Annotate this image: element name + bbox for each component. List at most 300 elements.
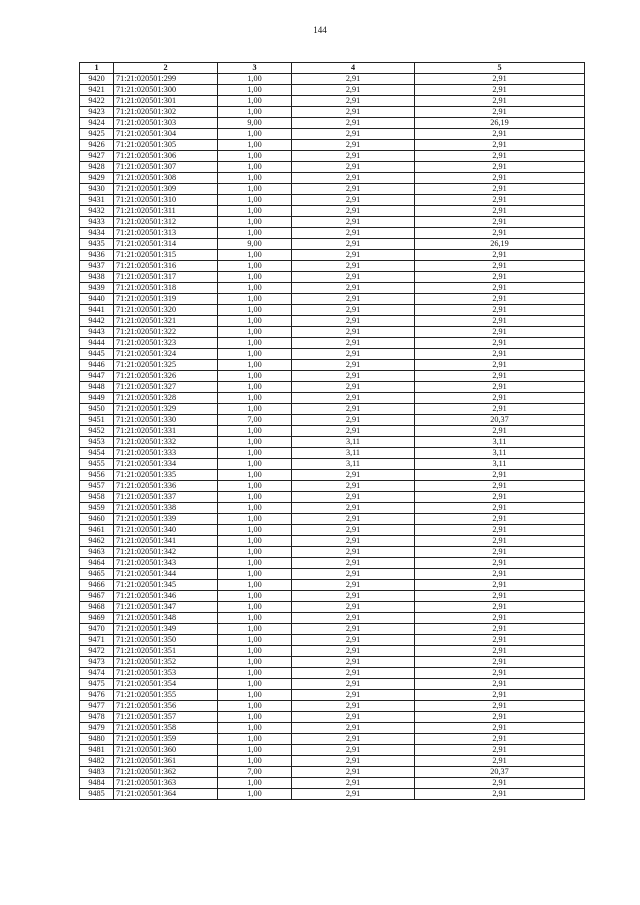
amount-cell: 2,91	[415, 635, 585, 646]
cadastral-number-cell: 71:21:020501:300	[114, 85, 218, 96]
area-cell: 1,00	[218, 85, 292, 96]
area-cell: 1,00	[218, 712, 292, 723]
table-row	[80, 789, 585, 800]
amount-cell: 2,91	[415, 107, 585, 118]
cadastral-number-cell: 71:21:020501:309	[114, 184, 218, 195]
row-number-cell: 9478	[80, 712, 114, 723]
rate-cell: 2,91	[292, 261, 415, 272]
rate-cell: 2,91	[292, 679, 415, 690]
row-number-cell: 9438	[80, 272, 114, 283]
row-number-cell: 9432	[80, 206, 114, 217]
row-number-cell: 9457	[80, 481, 114, 492]
amount-cell: 2,91	[415, 349, 585, 360]
area-cell: 1,00	[218, 349, 292, 360]
cadastral-number-cell: 71:21:020501:350	[114, 635, 218, 646]
cadastral-number-cell: 71:21:020501:344	[114, 569, 218, 580]
rate-cell: 2,91	[292, 415, 415, 426]
cadastral-number-cell: 71:21:020501:317	[114, 272, 218, 283]
table-row	[80, 294, 585, 305]
area-cell: 1,00	[218, 393, 292, 404]
page-number: 144	[313, 25, 327, 35]
area-cell: 1,00	[218, 723, 292, 734]
row-number-cell: 9460	[80, 514, 114, 525]
cadastral-number-cell: 71:21:020501:328	[114, 393, 218, 404]
rate-cell: 2,91	[292, 503, 415, 514]
rate-cell: 2,91	[292, 327, 415, 338]
cadastral-number-cell: 71:21:020501:340	[114, 525, 218, 536]
table-row	[80, 129, 585, 140]
table-row	[80, 679, 585, 690]
table-row	[80, 96, 585, 107]
cadastral-number-cell: 71:21:020501:323	[114, 338, 218, 349]
row-number-cell: 9425	[80, 129, 114, 140]
row-number-cell: 9444	[80, 338, 114, 349]
cadastral-number-cell: 71:21:020501:337	[114, 492, 218, 503]
table-body	[80, 74, 585, 800]
row-number-cell: 9473	[80, 657, 114, 668]
cadastral-number-cell: 71:21:020501:361	[114, 756, 218, 767]
table-row	[80, 184, 585, 195]
table-row	[80, 448, 585, 459]
amount-cell: 2,91	[415, 503, 585, 514]
row-number-cell: 9474	[80, 668, 114, 679]
cadastral-table	[79, 62, 585, 800]
rate-cell: 2,91	[292, 723, 415, 734]
amount-cell: 2,91	[415, 591, 585, 602]
rate-cell: 2,91	[292, 580, 415, 591]
table-row	[80, 404, 585, 415]
amount-cell: 2,91	[415, 668, 585, 679]
table-row	[80, 283, 585, 294]
row-number-cell: 9440	[80, 294, 114, 305]
amount-cell: 2,91	[415, 778, 585, 789]
row-number-cell: 9475	[80, 679, 114, 690]
row-number-cell: 9477	[80, 701, 114, 712]
area-cell: 1,00	[218, 734, 292, 745]
area-cell: 1,00	[218, 558, 292, 569]
table-row	[80, 140, 585, 151]
row-number-cell: 9466	[80, 580, 114, 591]
rate-cell: 2,91	[292, 657, 415, 668]
table-row	[80, 745, 585, 756]
cadastral-number-cell: 71:21:020501:357	[114, 712, 218, 723]
area-cell: 1,00	[218, 360, 292, 371]
area-cell: 1,00	[218, 162, 292, 173]
area-cell: 1,00	[218, 459, 292, 470]
rate-cell: 2,91	[292, 272, 415, 283]
row-number-cell: 9476	[80, 690, 114, 701]
row-number-cell: 9427	[80, 151, 114, 162]
rate-cell: 2,91	[292, 635, 415, 646]
table-row	[80, 778, 585, 789]
cadastral-number-cell: 71:21:020501:353	[114, 668, 218, 679]
amount-cell: 2,91	[415, 195, 585, 206]
area-cell: 1,00	[218, 646, 292, 657]
rate-cell: 2,91	[292, 382, 415, 393]
amount-cell: 2,91	[415, 426, 585, 437]
cadastral-number-cell: 71:21:020501:327	[114, 382, 218, 393]
row-number-cell: 9421	[80, 85, 114, 96]
table-row	[80, 382, 585, 393]
area-cell: 1,00	[218, 679, 292, 690]
rate-cell: 2,91	[292, 195, 415, 206]
cadastral-number-cell: 71:21:020501:351	[114, 646, 218, 657]
amount-cell: 2,91	[415, 492, 585, 503]
amount-cell: 2,91	[415, 206, 585, 217]
row-number-cell: 9423	[80, 107, 114, 118]
cadastral-number-cell: 71:21:020501:302	[114, 107, 218, 118]
cadastral-number-cell: 71:21:020501:342	[114, 547, 218, 558]
cadastral-number-cell: 71:21:020501:348	[114, 613, 218, 624]
rate-cell: 2,91	[292, 591, 415, 602]
table-row	[80, 602, 585, 613]
cadastral-number-cell: 71:21:020501:338	[114, 503, 218, 514]
area-cell: 1,00	[218, 701, 292, 712]
rate-cell: 2,91	[292, 228, 415, 239]
area-cell: 1,00	[218, 96, 292, 107]
rate-cell: 2,91	[292, 338, 415, 349]
rate-cell: 2,91	[292, 745, 415, 756]
rate-cell: 2,91	[292, 107, 415, 118]
row-number-cell: 9443	[80, 327, 114, 338]
cadastral-number-cell: 71:21:020501:354	[114, 679, 218, 690]
cadastral-number-cell: 71:21:020501:358	[114, 723, 218, 734]
table-row	[80, 415, 585, 426]
cadastral-number-cell: 71:21:020501:359	[114, 734, 218, 745]
table-row	[80, 349, 585, 360]
row-number-cell: 9428	[80, 162, 114, 173]
area-cell: 1,00	[218, 492, 292, 503]
table-row	[80, 195, 585, 206]
area-cell: 1,00	[218, 129, 292, 140]
area-cell: 1,00	[218, 668, 292, 679]
table-row	[80, 316, 585, 327]
cadastral-number-cell: 71:21:020501:308	[114, 173, 218, 184]
area-cell: 9,00	[218, 118, 292, 129]
column-header-5: 5	[415, 63, 585, 74]
area-cell: 1,00	[218, 426, 292, 437]
amount-cell: 2,91	[415, 646, 585, 657]
table-row	[80, 591, 585, 602]
table-row	[80, 767, 585, 778]
row-number-cell: 9451	[80, 415, 114, 426]
cadastral-number-cell: 71:21:020501:335	[114, 470, 218, 481]
amount-cell: 20,37	[415, 415, 585, 426]
rate-cell: 2,91	[292, 569, 415, 580]
amount-cell: 2,91	[415, 613, 585, 624]
row-number-cell: 9470	[80, 624, 114, 635]
amount-cell: 2,91	[415, 580, 585, 591]
amount-cell: 3,11	[415, 448, 585, 459]
cadastral-number-cell: 71:21:020501:336	[114, 481, 218, 492]
amount-cell: 2,91	[415, 481, 585, 492]
amount-cell: 2,91	[415, 305, 585, 316]
table-row	[80, 536, 585, 547]
area-cell: 1,00	[218, 756, 292, 767]
amount-cell: 2,91	[415, 393, 585, 404]
cadastral-number-cell: 71:21:020501:325	[114, 360, 218, 371]
row-number-cell: 9450	[80, 404, 114, 415]
area-cell: 1,00	[218, 151, 292, 162]
row-number-cell: 9461	[80, 525, 114, 536]
table-row	[80, 360, 585, 371]
table-row	[80, 305, 585, 316]
table-row	[80, 459, 585, 470]
amount-cell: 2,91	[415, 712, 585, 723]
table-row	[80, 580, 585, 591]
rate-cell: 2,91	[292, 547, 415, 558]
area-cell: 1,00	[218, 580, 292, 591]
table-row	[80, 107, 585, 118]
row-number-cell: 9464	[80, 558, 114, 569]
cadastral-number-cell: 71:21:020501:333	[114, 448, 218, 459]
amount-cell: 2,91	[415, 624, 585, 635]
amount-cell: 2,91	[415, 129, 585, 140]
amount-cell: 2,91	[415, 602, 585, 613]
rate-cell: 2,91	[292, 85, 415, 96]
cadastral-number-cell: 71:21:020501:349	[114, 624, 218, 635]
rate-cell: 3,11	[292, 459, 415, 470]
area-cell: 1,00	[218, 525, 292, 536]
column-header-4: 4	[292, 63, 415, 74]
amount-cell: 2,91	[415, 547, 585, 558]
row-number-cell: 9455	[80, 459, 114, 470]
rate-cell: 2,91	[292, 426, 415, 437]
table-row	[80, 503, 585, 514]
rate-cell: 2,91	[292, 646, 415, 657]
rate-cell: 2,91	[292, 558, 415, 569]
cadastral-number-cell: 71:21:020501:360	[114, 745, 218, 756]
area-cell: 1,00	[218, 404, 292, 415]
table-row	[80, 646, 585, 657]
rate-cell: 2,91	[292, 492, 415, 503]
rate-cell: 2,91	[292, 118, 415, 129]
area-cell: 1,00	[218, 283, 292, 294]
cadastral-number-cell: 71:21:020501:324	[114, 349, 218, 360]
area-cell: 1,00	[218, 272, 292, 283]
area-cell: 1,00	[218, 437, 292, 448]
table-header-row	[80, 63, 585, 74]
area-cell: 1,00	[218, 657, 292, 668]
rate-cell: 2,91	[292, 96, 415, 107]
rate-cell: 2,91	[292, 173, 415, 184]
row-number-cell: 9424	[80, 118, 114, 129]
rate-cell: 2,91	[292, 690, 415, 701]
amount-cell: 2,91	[415, 140, 585, 151]
amount-cell: 2,91	[415, 360, 585, 371]
area-cell: 1,00	[218, 382, 292, 393]
row-number-cell: 9467	[80, 591, 114, 602]
amount-cell: 2,91	[415, 272, 585, 283]
table-row	[80, 371, 585, 382]
amount-cell: 2,91	[415, 470, 585, 481]
cadastral-number-cell: 71:21:020501:320	[114, 305, 218, 316]
cadastral-number-cell: 71:21:020501:311	[114, 206, 218, 217]
row-number-cell: 9448	[80, 382, 114, 393]
area-cell: 1,00	[218, 228, 292, 239]
table-row	[80, 173, 585, 184]
area-cell: 1,00	[218, 635, 292, 646]
row-number-cell: 9468	[80, 602, 114, 613]
area-cell: 1,00	[218, 547, 292, 558]
amount-cell: 2,91	[415, 74, 585, 85]
area-cell: 1,00	[218, 261, 292, 272]
row-number-cell: 9437	[80, 261, 114, 272]
row-number-cell: 9445	[80, 349, 114, 360]
row-number-cell: 9483	[80, 767, 114, 778]
area-cell: 1,00	[218, 140, 292, 151]
amount-cell: 2,91	[415, 525, 585, 536]
amount-cell: 2,91	[415, 514, 585, 525]
rate-cell: 2,91	[292, 294, 415, 305]
rate-cell: 2,91	[292, 789, 415, 800]
cadastral-number-cell: 71:21:020501:303	[114, 118, 218, 129]
rate-cell: 2,91	[292, 129, 415, 140]
row-number-cell: 9446	[80, 360, 114, 371]
rate-cell: 2,91	[292, 712, 415, 723]
rate-cell: 2,91	[292, 701, 415, 712]
area-cell: 1,00	[218, 173, 292, 184]
rate-cell: 2,91	[292, 767, 415, 778]
rate-cell: 2,91	[292, 756, 415, 767]
row-number-cell: 9463	[80, 547, 114, 558]
row-number-cell: 9465	[80, 569, 114, 580]
amount-cell: 2,91	[415, 173, 585, 184]
cadastral-number-cell: 71:21:020501:313	[114, 228, 218, 239]
rate-cell: 2,91	[292, 74, 415, 85]
row-number-cell: 9452	[80, 426, 114, 437]
rate-cell: 2,91	[292, 217, 415, 228]
amount-cell: 3,11	[415, 437, 585, 448]
cadastral-number-cell: 71:21:020501:322	[114, 327, 218, 338]
amount-cell: 2,91	[415, 734, 585, 745]
row-number-cell: 9456	[80, 470, 114, 481]
area-cell: 1,00	[218, 294, 292, 305]
area-cell: 1,00	[218, 316, 292, 327]
rate-cell: 2,91	[292, 239, 415, 250]
area-cell: 1,00	[218, 217, 292, 228]
cadastral-number-cell: 71:21:020501:316	[114, 261, 218, 272]
rate-cell: 2,91	[292, 668, 415, 679]
amount-cell: 2,91	[415, 756, 585, 767]
area-cell: 1,00	[218, 305, 292, 316]
rate-cell: 2,91	[292, 360, 415, 371]
table-row	[80, 712, 585, 723]
rate-cell: 2,91	[292, 525, 415, 536]
table-row	[80, 657, 585, 668]
rate-cell: 2,91	[292, 734, 415, 745]
table-row	[80, 393, 585, 404]
amount-cell: 2,91	[415, 250, 585, 261]
amount-cell: 2,91	[415, 217, 585, 228]
amount-cell: 2,91	[415, 261, 585, 272]
cadastral-number-cell: 71:21:020501:315	[114, 250, 218, 261]
area-cell: 1,00	[218, 195, 292, 206]
area-cell: 1,00	[218, 613, 292, 624]
cadastral-number-cell: 71:21:020501:341	[114, 536, 218, 547]
row-number-cell: 9458	[80, 492, 114, 503]
rate-cell: 2,91	[292, 250, 415, 261]
area-cell: 1,00	[218, 338, 292, 349]
cadastral-number-cell: 71:21:020501:346	[114, 591, 218, 602]
row-number-cell: 9430	[80, 184, 114, 195]
cadastral-number-cell: 71:21:020501:326	[114, 371, 218, 382]
amount-cell: 26,19	[415, 118, 585, 129]
table-row	[80, 723, 585, 734]
cadastral-number-cell: 71:21:020501:314	[114, 239, 218, 250]
table-row	[80, 250, 585, 261]
table-row	[80, 272, 585, 283]
table-row	[80, 492, 585, 503]
table-row	[80, 85, 585, 96]
rate-cell: 2,91	[292, 184, 415, 195]
row-number-cell: 9420	[80, 74, 114, 85]
cadastral-number-cell: 71:21:020501:307	[114, 162, 218, 173]
row-number-cell: 9447	[80, 371, 114, 382]
amount-cell: 2,91	[415, 558, 585, 569]
area-cell: 1,00	[218, 503, 292, 514]
cadastral-number-cell: 71:21:020501:352	[114, 657, 218, 668]
row-number-cell: 9433	[80, 217, 114, 228]
table-row	[80, 668, 585, 679]
area-cell: 1,00	[218, 745, 292, 756]
table-row	[80, 525, 585, 536]
column-header-2: 2	[114, 63, 218, 74]
rate-cell: 3,11	[292, 448, 415, 459]
cadastral-number-cell: 71:21:020501:329	[114, 404, 218, 415]
area-cell: 1,00	[218, 206, 292, 217]
amount-cell: 2,91	[415, 745, 585, 756]
table-row	[80, 239, 585, 250]
cadastral-number-cell: 71:21:020501:304	[114, 129, 218, 140]
table-row	[80, 228, 585, 239]
cadastral-number-cell: 71:21:020501:339	[114, 514, 218, 525]
rate-cell: 2,91	[292, 624, 415, 635]
table-row	[80, 547, 585, 558]
table-row	[80, 470, 585, 481]
rate-cell: 2,91	[292, 371, 415, 382]
row-number-cell: 9462	[80, 536, 114, 547]
table-row	[80, 624, 585, 635]
cadastral-number-cell: 71:21:020501:363	[114, 778, 218, 789]
row-number-cell: 9471	[80, 635, 114, 646]
amount-cell: 2,91	[415, 294, 585, 305]
area-cell: 1,00	[218, 448, 292, 459]
table-row	[80, 151, 585, 162]
amount-cell: 2,91	[415, 283, 585, 294]
table-row	[80, 734, 585, 745]
row-number-cell: 9449	[80, 393, 114, 404]
amount-cell: 2,91	[415, 569, 585, 580]
area-cell: 1,00	[218, 789, 292, 800]
rate-cell: 2,91	[292, 778, 415, 789]
table-row	[80, 261, 585, 272]
amount-cell: 2,91	[415, 151, 585, 162]
cadastral-number-cell: 71:21:020501:318	[114, 283, 218, 294]
rate-cell: 2,91	[292, 140, 415, 151]
area-cell: 1,00	[218, 602, 292, 613]
table-row	[80, 690, 585, 701]
row-number-cell: 9426	[80, 140, 114, 151]
cadastral-number-cell: 71:21:020501:362	[114, 767, 218, 778]
amount-cell: 26,19	[415, 239, 585, 250]
amount-cell: 2,91	[415, 85, 585, 96]
area-cell: 1,00	[218, 470, 292, 481]
cadastral-number-cell: 71:21:020501:356	[114, 701, 218, 712]
cadastral-number-cell: 71:21:020501:305	[114, 140, 218, 151]
area-cell: 1,00	[218, 624, 292, 635]
rate-cell: 2,91	[292, 305, 415, 316]
